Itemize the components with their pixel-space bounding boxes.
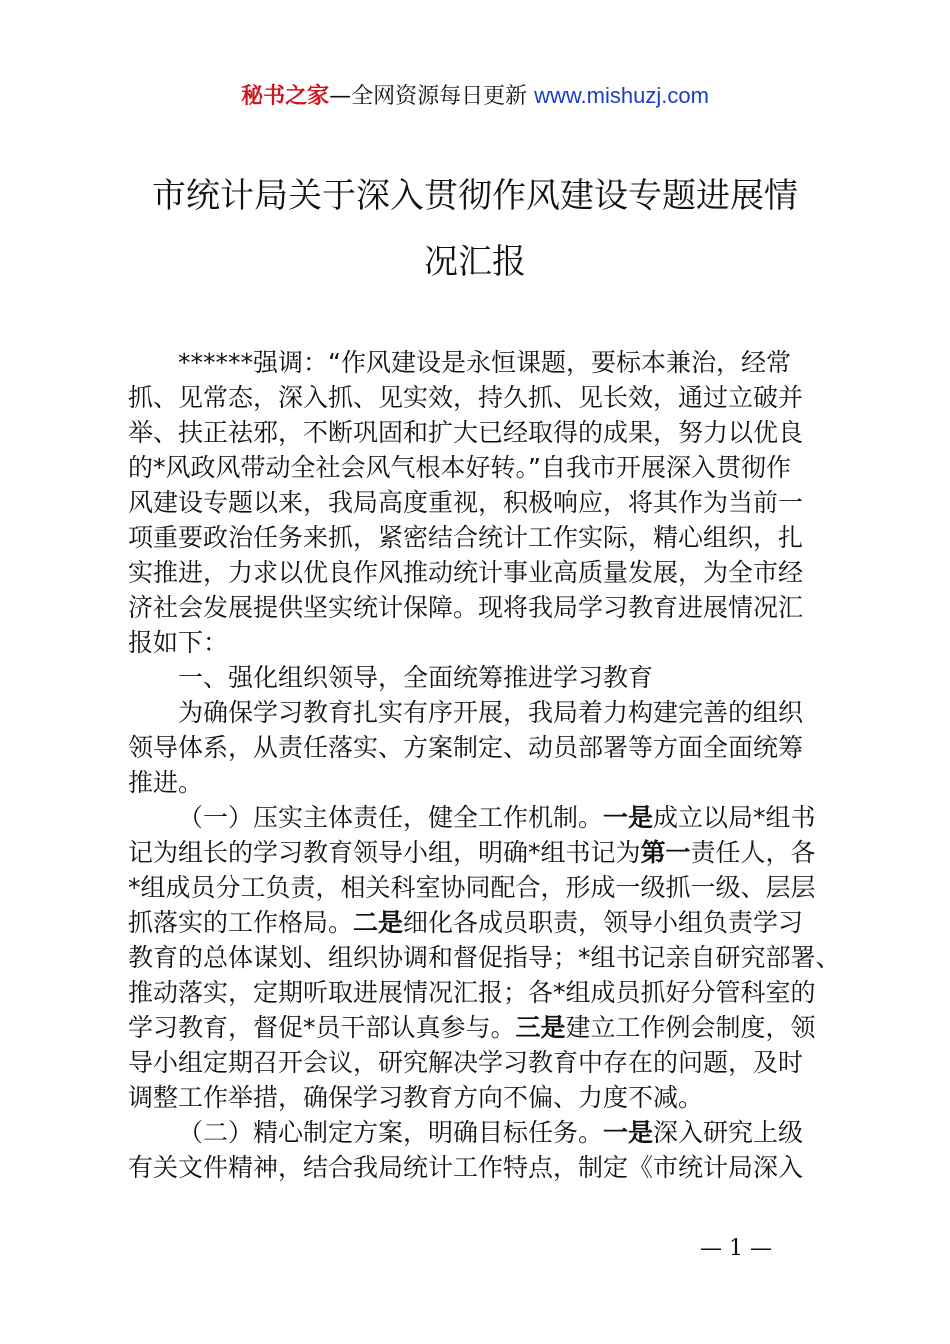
p1-line: 项重要政治任务来抓，紧密结合统计工作实际，精心组织，扎 — [128, 523, 804, 552]
document-body — [128, 345, 848, 1185]
p3-text: 抓落实的工作格局。 — [128, 908, 354, 937]
page-number: — 1 — — [700, 1236, 772, 1261]
p3-line: 导小组定期召开会议，研究解决学习教育中存在的问题，及时 — [128, 1048, 804, 1077]
p3-line — [128, 905, 848, 940]
page-header — [0, 80, 950, 113]
p3-line: 调整工作举措，确保学习教育方向不偏、力度不减。 — [128, 1083, 704, 1112]
emphasis-first: 一是 — [603, 803, 654, 832]
p3-text: 记为组长的学习教育领导小组，明确*组书记为 — [128, 838, 641, 867]
p2-line: 推进。 — [128, 768, 204, 797]
p3-line: 教育的总体谋划、组织协调和督促指导；*组书记亲自研究部署、 — [128, 943, 841, 972]
emphasis-second: 二是 — [353, 908, 404, 937]
p2-line: 为确保学习教育扎实有序开展，我局着力构建完善的组织 — [178, 698, 804, 727]
p3-text: 成立以局*组书 — [653, 803, 816, 832]
document-title — [60, 163, 890, 295]
p1-line: 风建设专题以来，我局高度重视，积极响应，将其作为当前一 — [128, 488, 804, 517]
title-line-2: 况汇报 — [424, 242, 526, 282]
section-heading-1: 一、强化组织领导，全面统筹推进学习教育 — [178, 663, 654, 692]
p4-subheading: （二）精心制定方案，明确目标任务。 — [178, 1118, 604, 1147]
p3-text: 学习教育，督促*员干部认真参与。 — [128, 1013, 516, 1042]
p3-subheading: （一）压实主体责任，健全工作机制。 — [178, 803, 604, 832]
p3-text: 责任人，各 — [690, 838, 816, 867]
p3-text: 建立工作例会制度，领 — [565, 1013, 816, 1042]
p4-line — [128, 1115, 848, 1150]
p4-text: 深入研究上级 — [653, 1118, 804, 1147]
emphasis-first-responsible: 第一 — [640, 838, 691, 867]
p1-line: 济社会发展提供坚实统计保障。现将我局学习教育进展情况汇 — [128, 593, 804, 622]
p2-line: 领导体系，从责任落实、方案制定、动员部署等方面全面统筹 — [128, 733, 804, 762]
emphasis-first: 一是 — [603, 1118, 654, 1147]
brand-name: 秘书之家 — [241, 84, 330, 109]
p1-line: 实推进，力求以优良作风推动统计事业高质量发展，为全市经 — [128, 558, 804, 587]
p1-line: ******强调：“作风建设是永恒课题，要标本兼治，经常 — [178, 348, 791, 377]
p1-line: 抓、见常态，深入抓、见实效，持久抓、见长效，通过立破并 — [128, 383, 804, 412]
title-line-1: 市统计局关于深入贯彻作风建设专题进展情 — [152, 176, 798, 216]
site-url[interactable]: www.mishuzj.com — [534, 83, 709, 108]
p3-line: *组成员分工负责，相关科室协同配合，形成一级抓一级、层层 — [128, 873, 816, 902]
p1-line: 报如下： — [128, 628, 229, 657]
p3-line: 推动落实，定期听取进展情况汇报；各*组成员抓好分管科室的 — [128, 978, 816, 1007]
p1-line: 的*风政风带动全社会风气根本好转。”自我市开展深入贯彻作 — [128, 453, 791, 482]
header-slogan: —全网资源每日更新 — [329, 84, 535, 109]
p4-line: 有关文件精神，结合我局统计工作特点，制定《市统计局深入 — [128, 1153, 804, 1182]
p3-line — [128, 835, 848, 870]
p3-text: 细化各成员职责，领导小组负责学习 — [403, 908, 804, 937]
p3-line — [128, 1010, 848, 1045]
p3-line — [128, 800, 848, 835]
p1-line: 举、扶正祛邪，不断巩固和扩大已经取得的成果，努力以优良 — [128, 418, 804, 447]
emphasis-third: 三是 — [515, 1013, 566, 1042]
